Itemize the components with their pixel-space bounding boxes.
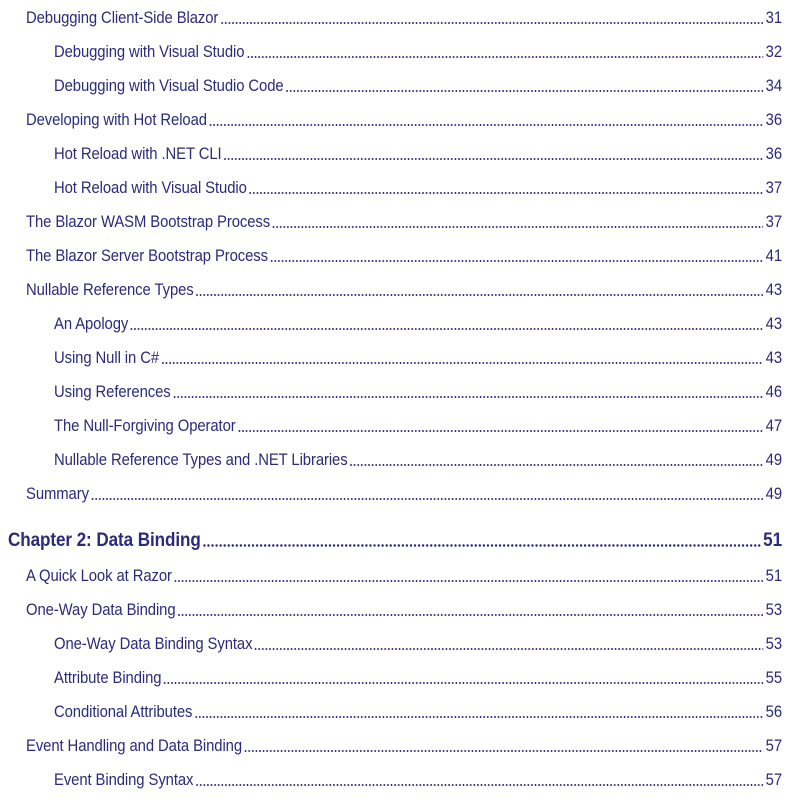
toc-entry-page-number: 47 xyxy=(765,417,782,435)
toc-entry-page-number: 57 xyxy=(765,737,782,755)
toc-entry-page-number: 31 xyxy=(765,9,782,27)
dot-leader xyxy=(237,430,763,432)
toc-entry-title: Nullable Reference Types and .NET Libraries xyxy=(54,451,348,469)
dot-leader xyxy=(249,192,763,194)
toc-entry-title: Using References xyxy=(54,383,171,401)
toc-entry-title: Summary xyxy=(26,485,89,503)
toc-entry[interactable] xyxy=(26,480,782,504)
dot-leader xyxy=(161,362,763,364)
dot-leader xyxy=(223,158,763,160)
dot-leader xyxy=(194,716,763,718)
toc-entry-title: The Null-Forgiving Operator xyxy=(54,417,236,435)
toc-entry-title: Attribute Binding xyxy=(54,669,162,687)
toc-entry[interactable] xyxy=(54,664,782,688)
toc-entry-page-number: 55 xyxy=(765,669,782,687)
toc-entry-title: An Apology xyxy=(54,315,129,333)
toc-entry[interactable] xyxy=(26,562,782,586)
toc-entry-page-number: 49 xyxy=(765,451,782,469)
dot-leader xyxy=(246,56,763,58)
toc-entry-page-number: 49 xyxy=(765,485,782,503)
toc-entry[interactable] xyxy=(26,242,782,266)
toc-entry-title: Event Handling and Data Binding xyxy=(26,737,242,755)
toc-entry-title: Debugging with Visual Studio Code xyxy=(54,77,284,95)
toc-entry-page-number: 34 xyxy=(765,77,782,95)
toc-entry-title: One-Way Data Binding Syntax xyxy=(54,635,253,653)
toc-entry[interactable] xyxy=(26,732,782,756)
toc-entry[interactable] xyxy=(26,106,782,130)
chapter-heading-entry[interactable] xyxy=(8,528,782,552)
dot-leader xyxy=(270,260,763,262)
toc-entry-page-number: 43 xyxy=(765,315,782,333)
dot-leader xyxy=(195,294,763,296)
toc-entry[interactable] xyxy=(54,446,782,470)
dot-leader xyxy=(172,396,763,398)
toc-entry[interactable] xyxy=(26,208,782,232)
toc-entry[interactable] xyxy=(26,596,782,620)
toc-entry-page-number: 37 xyxy=(765,213,782,231)
toc-entry-page-number: 56 xyxy=(765,703,782,721)
toc-entry[interactable] xyxy=(54,698,782,722)
dot-leader xyxy=(285,90,763,92)
toc-entry-title: Event Binding Syntax xyxy=(54,771,194,789)
toc-entry-title: Using Null in C# xyxy=(54,349,160,367)
toc-entry-page-number: 32 xyxy=(765,43,782,61)
toc-entry-page-number: 46 xyxy=(765,383,782,401)
dot-leader xyxy=(244,750,763,752)
dot-leader xyxy=(163,682,763,684)
toc-entry-title: Hot Reload with Visual Studio xyxy=(54,179,247,197)
toc-entry-title: One-Way Data Binding xyxy=(26,601,176,619)
toc-entry-page-number: 51 xyxy=(765,567,782,585)
toc-entry-page-number: 53 xyxy=(765,635,782,653)
toc-entry-page-number: 41 xyxy=(765,247,782,265)
toc-entry-title: Debugging Client-Side Blazor xyxy=(26,9,219,27)
toc-entry-page-number: 51 xyxy=(763,530,782,551)
dot-leader xyxy=(349,464,763,466)
toc-entry-page-number: 36 xyxy=(765,145,782,163)
toc-entry-title: The Blazor Server Bootstrap Process xyxy=(26,247,268,265)
toc-entry[interactable] xyxy=(26,4,782,28)
dot-leader xyxy=(177,614,763,616)
toc-entry[interactable] xyxy=(54,344,782,368)
dot-leader xyxy=(202,544,760,547)
toc-entry[interactable] xyxy=(54,766,782,790)
toc-entry[interactable] xyxy=(54,412,782,436)
toc-entry[interactable] xyxy=(54,140,782,164)
toc-entry-page-number: 53 xyxy=(765,601,782,619)
dot-leader xyxy=(209,124,763,126)
toc-entry[interactable] xyxy=(54,174,782,198)
toc-entry-title: Developing with Hot Reload xyxy=(26,111,207,129)
toc-entry-page-number: 36 xyxy=(765,111,782,129)
dot-leader xyxy=(195,784,763,786)
toc-entry[interactable] xyxy=(54,310,782,334)
dot-leader xyxy=(174,580,763,582)
toc-entry-page-number: 37 xyxy=(765,179,782,197)
dot-leader xyxy=(272,226,763,228)
dot-leader xyxy=(91,498,763,500)
toc-entry-page-number: 57 xyxy=(765,771,782,789)
toc-entry-title: The Blazor WASM Bootstrap Process xyxy=(26,213,271,231)
toc-entry[interactable] xyxy=(54,630,782,654)
dot-leader xyxy=(254,648,763,650)
toc-entry[interactable] xyxy=(26,276,782,300)
toc-entry-page-number: 43 xyxy=(765,349,782,367)
toc-entry-title: Chapter 2: Data Binding xyxy=(8,530,201,551)
toc-entry[interactable] xyxy=(54,72,782,96)
dot-leader xyxy=(130,328,763,330)
toc-entry[interactable] xyxy=(54,38,782,62)
toc-entry[interactable] xyxy=(54,378,782,402)
toc-entry-title: Conditional Attributes xyxy=(54,703,193,721)
toc-entry-title: Nullable Reference Types xyxy=(26,281,194,299)
toc-entry-page-number: 43 xyxy=(765,281,782,299)
toc-entry-title: Hot Reload with .NET CLI xyxy=(54,145,222,163)
toc-entry-title: A Quick Look at Razor xyxy=(26,567,172,585)
dot-leader xyxy=(220,22,763,24)
toc-entry-title: Debugging with Visual Studio xyxy=(54,43,245,61)
